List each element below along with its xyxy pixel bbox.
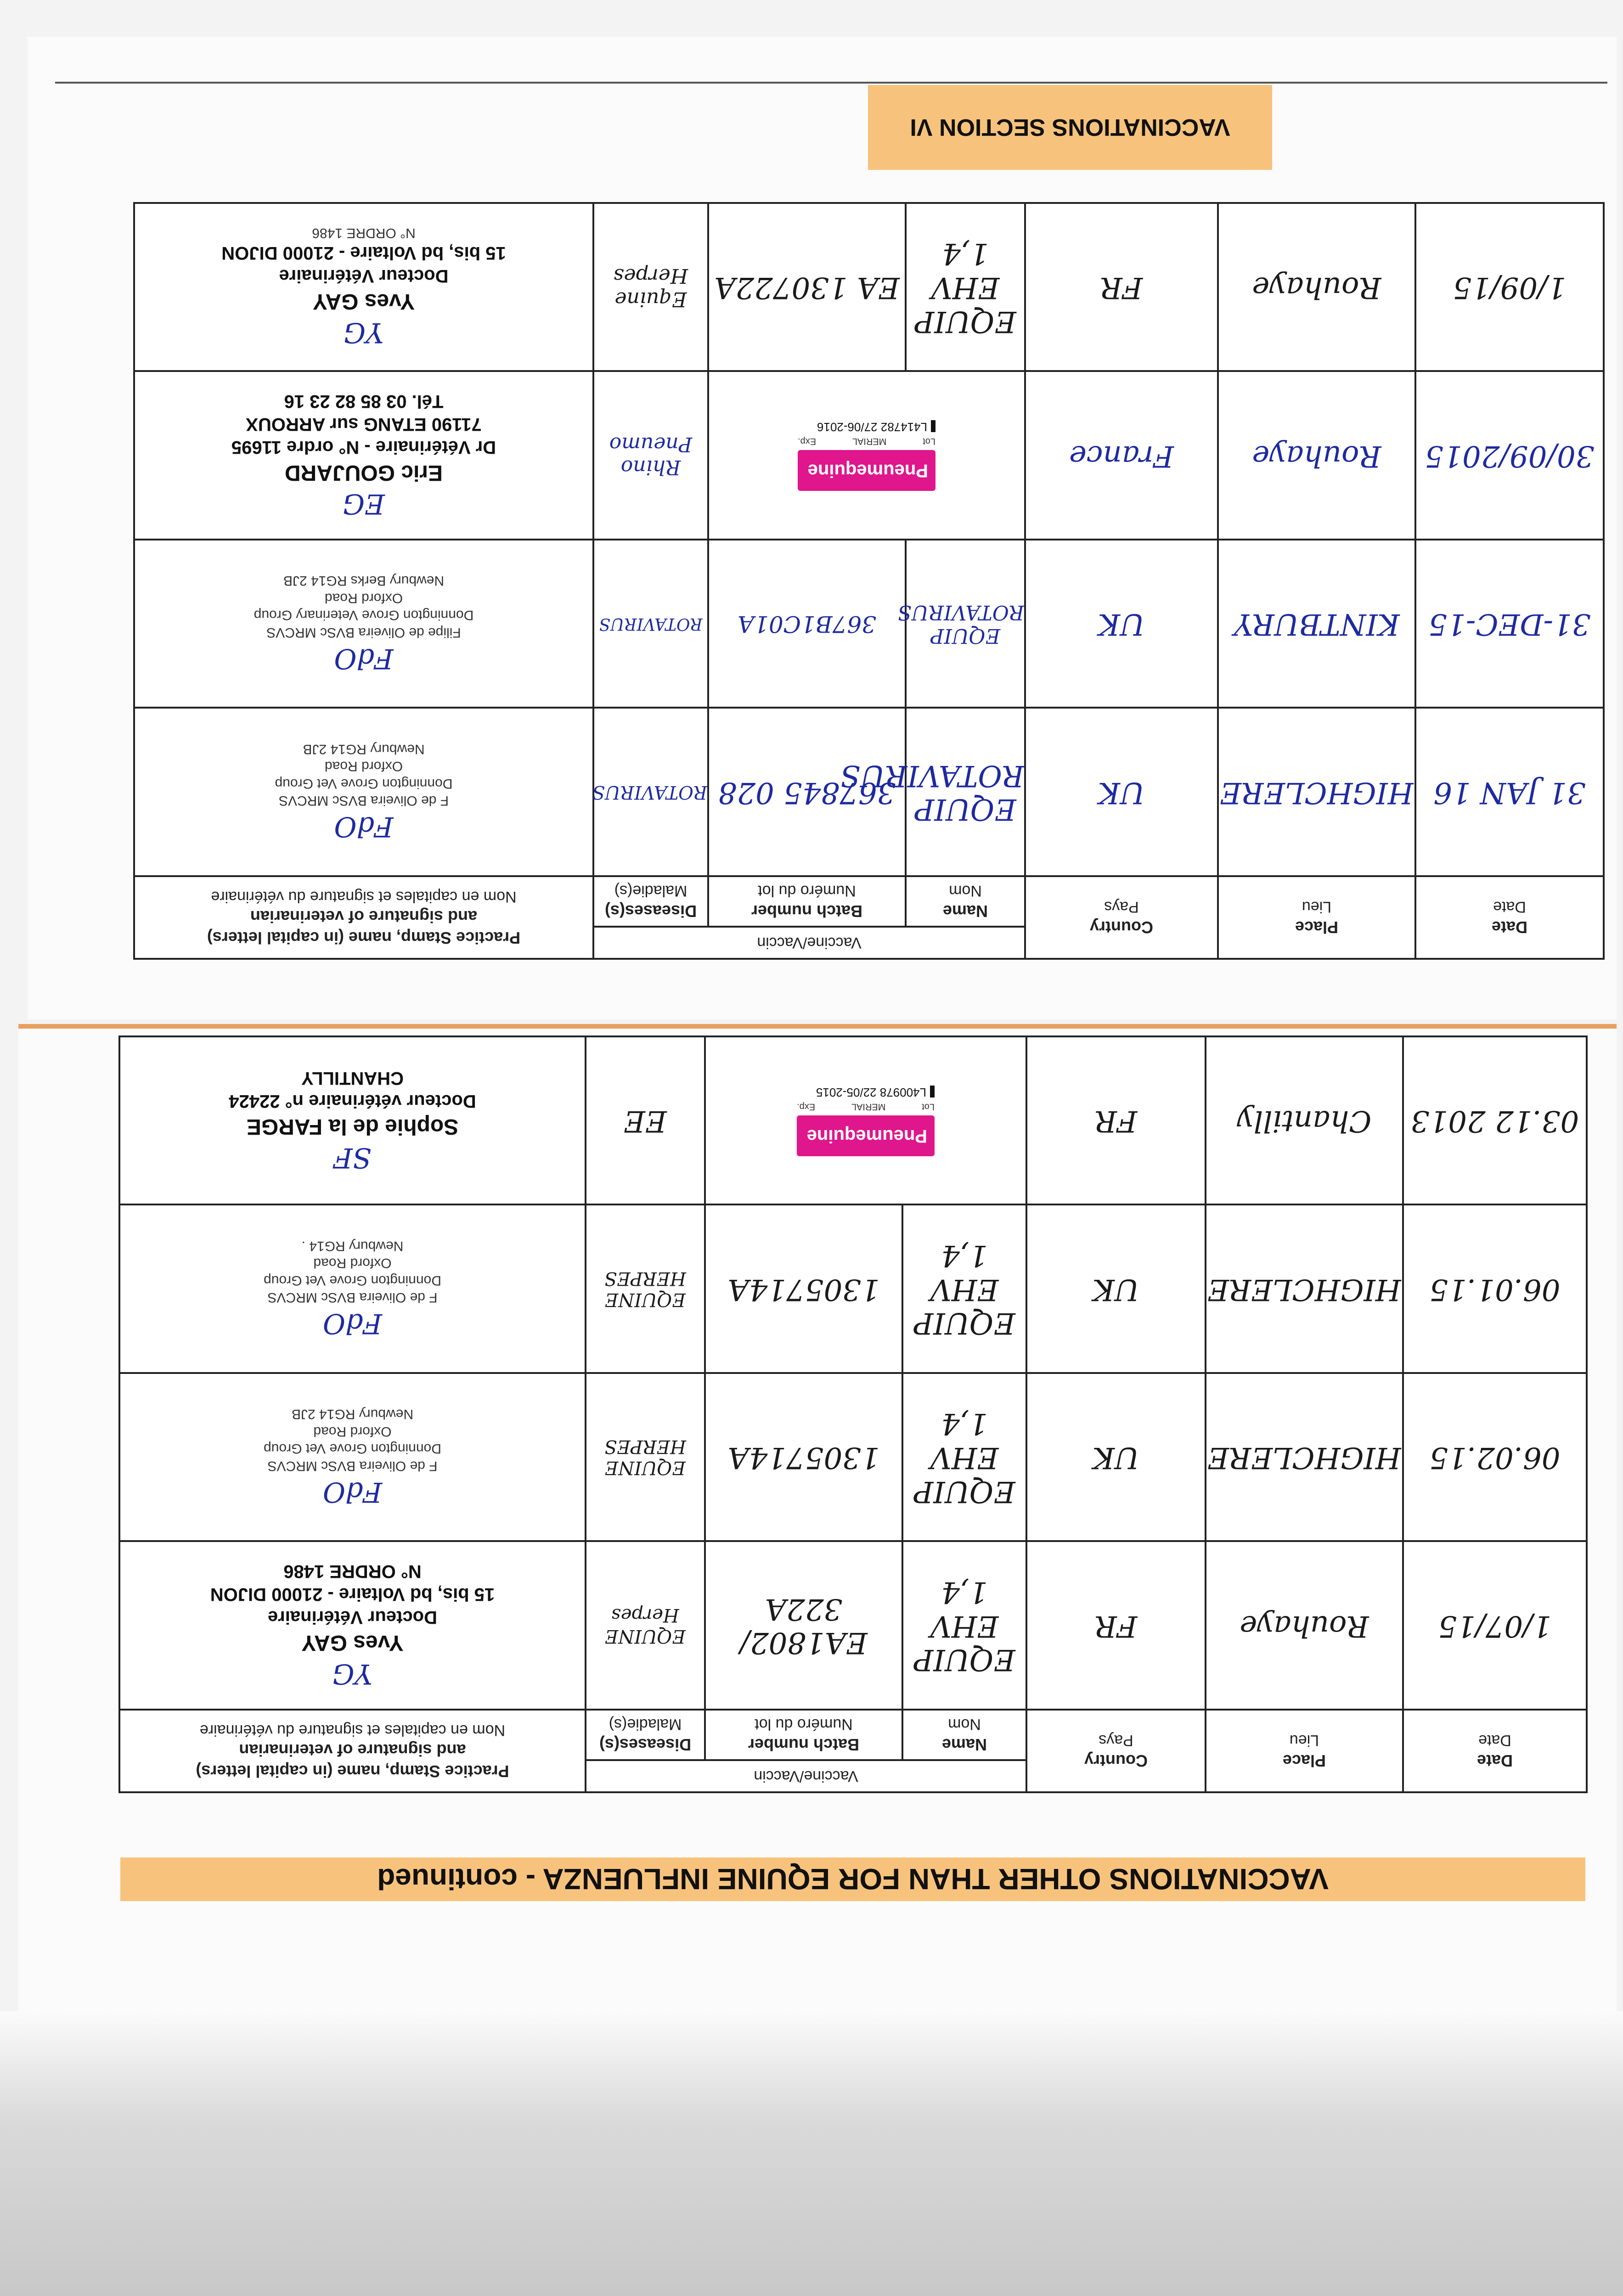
- vet-stamp: FdO F de Oliveira BVSc MRCVS Donnington Grove Vet Group Oxford Road Newbury RG14 .: [119, 1205, 586, 1373]
- header-diseases: Diseases(s) Maladie(s): [593, 876, 708, 927]
- header-vaccine: Vaccine/Vaccin: [593, 927, 1025, 959]
- row-date: 1/09/15: [1415, 203, 1604, 371]
- row-place: Rouhaye: [1218, 203, 1415, 371]
- header-date: Date Date: [1415, 876, 1604, 959]
- row-place: KINTBURY: [1218, 540, 1415, 708]
- row-batch: EA 130722A: [708, 203, 906, 371]
- table-row: [119, 1373, 1587, 1542]
- row-date: 30/09/2015: [1415, 371, 1604, 540]
- header-stamp: Practice Stamp, name (in capital letters) and signature of veterinarian Nom en capitales et signature du vétérinaire: [134, 876, 593, 959]
- row-vaccine-name: EQUIP EHV 1,4: [902, 1542, 1026, 1710]
- vet-signature: FdO: [334, 810, 394, 843]
- row-place: HIGHCLERE: [1218, 708, 1415, 877]
- row-batch: EA1802/ 322A: [705, 1542, 902, 1710]
- vet-signature: YG: [344, 316, 384, 349]
- header-name: Name Nom: [906, 876, 1025, 927]
- table-row: [119, 1542, 1587, 1710]
- row-date: 31-DEC-15: [1415, 540, 1604, 708]
- pneumequine-sticker: Pneumequine Lot MERIAL Exp. L414782 27/06-2016: [798, 420, 935, 491]
- row-vaccine-name: EQUIP EHV 1,4: [906, 203, 1025, 371]
- header-vaccine: Vaccine/Vaccin: [586, 1760, 1026, 1792]
- vet-stamp: FdO F de Oliveira BVSc MRCVS Donnington Grove Vet Group Oxford Road Newbury RG14 2JB: [134, 708, 593, 877]
- vet-signature: YG: [332, 1658, 373, 1690]
- barcode-icon: [930, 1086, 935, 1097]
- pneumequine-sticker: Pneumequine Lot MERIAL Exp. L400978 22/05-2015: [797, 1085, 935, 1156]
- header-date: Date Date: [1403, 1710, 1587, 1792]
- row-date: 03.12 2013: [1403, 1036, 1587, 1205]
- header-place: Place Lieu: [1218, 876, 1415, 959]
- row-date: 06.02.15: [1403, 1373, 1587, 1542]
- vet-signature: SF: [333, 1141, 372, 1174]
- vaccination-table-2: [118, 1035, 1588, 1793]
- header-name: Name Nom: [902, 1710, 1026, 1760]
- row-disease: Equine Herpes: [593, 203, 708, 371]
- row-place: Chantilly: [1206, 1036, 1403, 1205]
- row-batch: 367845 028: [708, 708, 906, 877]
- vaccine-sticker: [708, 371, 1025, 540]
- row-vaccine-name: EQUIP EHV 1,4: [902, 1373, 1026, 1542]
- row-country: UK: [1026, 1373, 1206, 1542]
- row-vaccine-name: EQUIP ROTAVIRUS: [906, 540, 1025, 708]
- row-batch: 367B1C01A: [708, 540, 906, 708]
- vet-signature: EG: [343, 488, 385, 520]
- header-stamp: Practice Stamp, name (in capital letters) and signature of veterinarian Nom en capitales et signature du vétérinaire: [119, 1710, 586, 1792]
- table-row: [119, 1205, 1587, 1373]
- table-row: [119, 1036, 1587, 1205]
- row-disease: EQUINE HERPES: [586, 1205, 705, 1373]
- row-country: UK: [1025, 708, 1218, 877]
- row-country: FR: [1026, 1036, 1206, 1205]
- vet-stamp: YG Yves GAY Docteur Vétérinaire 15 bis, bd Voltaire - 21000 DIJON N° ORDRE 1486: [134, 203, 593, 371]
- vaccine-sticker: [705, 1036, 1026, 1205]
- row-disease: EQUINE Herpes: [586, 1542, 705, 1710]
- table-row: [134, 203, 1604, 371]
- row-country: UK: [1025, 540, 1218, 708]
- row-vaccine-name: EQUIP ROTAVIRUS: [906, 708, 1025, 877]
- header-country: Country Pays: [1025, 876, 1218, 959]
- continued-banner: VACCINATIONS OTHER THAN FOR EQUINE INFLUENZA - continued: [120, 1857, 1585, 1901]
- vet-stamp: SF Sophie de la FARGE Docteur vétérinaire n° 22424 CHANTILLY: [119, 1036, 586, 1205]
- row-place: HIGHCLERE: [1206, 1205, 1403, 1373]
- row-place: HIGHCLERE: [1206, 1373, 1403, 1542]
- vet-signature: FdO: [322, 1475, 383, 1508]
- vet-stamp: FdO F de Oliveira BVSc MRCVS Donnington Grove Vet Group Oxford Road Newbury RG14 2JB: [119, 1373, 586, 1542]
- row-batch: 1305714A: [705, 1205, 902, 1373]
- table-row: [134, 708, 1604, 877]
- header-country: Country Pays: [1026, 1710, 1206, 1792]
- barcode-icon: [931, 420, 935, 432]
- vet-stamp: YG Yves GAY Docteur Vétérinaire 15 bis, bd Voltaire - 21000 DIJON N° ORDRE 1486: [119, 1542, 586, 1710]
- row-disease: ROTAVIRUS: [593, 540, 708, 708]
- header-diseases: Diseases(s) Maladie(s): [586, 1710, 705, 1760]
- row-disease: EQUINE HERPES: [586, 1373, 705, 1542]
- vaccination-table-1: [133, 202, 1605, 960]
- page-rule: [55, 82, 1607, 84]
- header-batch: Batch number Numéro du lot: [705, 1710, 902, 1760]
- vet-stamp: EG Eric GOUJARD Dr Vétérinaire - N° ordre 11695 71190 ETANG sur ARROUX Tél. 03 85 82 23 16: [134, 371, 593, 540]
- scan-shadow: [0, 2011, 1623, 2296]
- row-batch: 1305714A: [705, 1373, 902, 1542]
- section-banner: VACCINATIONS SECTION VI: [868, 85, 1272, 170]
- row-country: FR: [1025, 203, 1218, 371]
- vet-signature: FdO: [322, 1307, 383, 1340]
- header-batch: Batch number Numéro du lot: [708, 876, 906, 927]
- vet-signature: FdO: [334, 642, 394, 675]
- row-country: FR: [1026, 1542, 1206, 1710]
- row-disease: Rhino Pneumo: [593, 371, 708, 540]
- row-disease: ROTAVIRUS: [593, 708, 708, 877]
- vet-stamp: FdO Filipe de Oliveira BVSc MRCVS Donnington Grove Veterinary Group Oxford Road Newbury Berks RG14 2JB: [134, 540, 593, 708]
- row-date: 31 JAN 16: [1415, 708, 1604, 877]
- row-country: France: [1025, 371, 1218, 540]
- row-date: 06.01.15: [1403, 1205, 1587, 1373]
- header-place: Place Lieu: [1206, 1710, 1403, 1792]
- row-vaccine-name: EQUIP EHV 1,4: [902, 1205, 1026, 1373]
- table-row: [134, 540, 1604, 708]
- row-disease: EE: [586, 1036, 705, 1205]
- row-date: 1/07/15: [1403, 1542, 1587, 1710]
- row-place: Rouhaye: [1218, 371, 1415, 540]
- table-row: [134, 371, 1604, 540]
- row-country: UK: [1026, 1205, 1206, 1373]
- row-place: Rouhaye: [1206, 1542, 1403, 1710]
